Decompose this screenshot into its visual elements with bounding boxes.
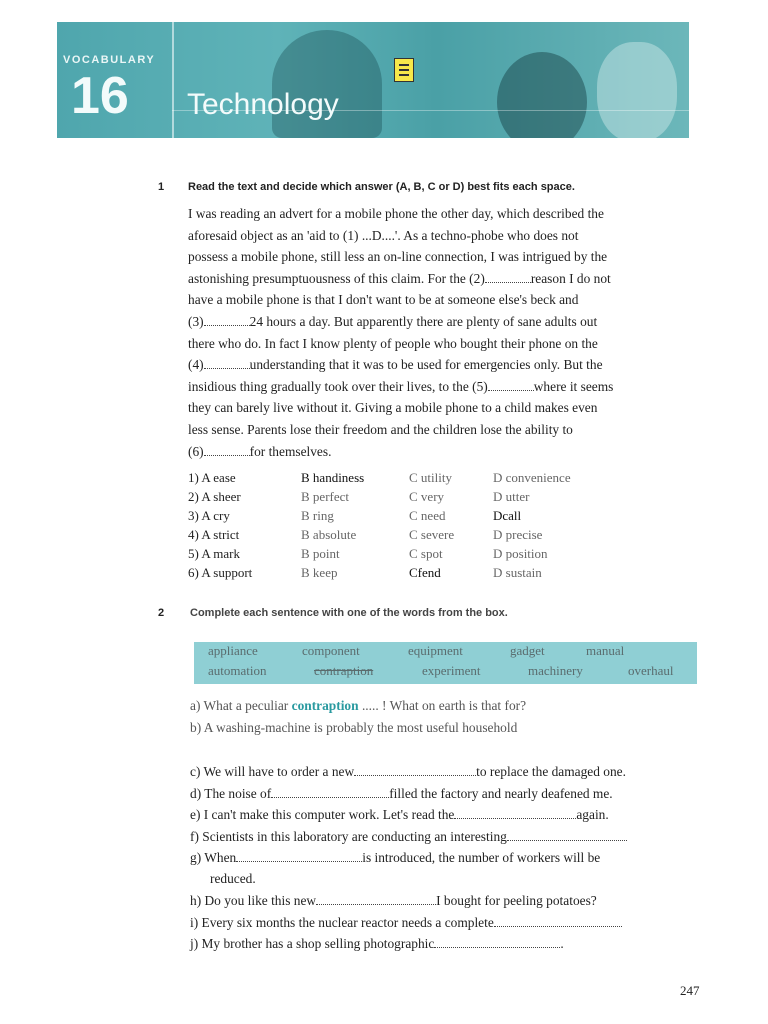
page-number: 247 (680, 983, 700, 998)
passage (188, 203, 688, 462)
gap-blank (485, 270, 531, 283)
banner-photo-figure (497, 52, 587, 138)
word-box-item-used: contraption (314, 663, 374, 678)
unit-banner (57, 22, 689, 138)
answer-blank[interactable] (434, 935, 560, 948)
passage-line: I was reading an advert for a mobile phone the other day, which described the (188, 206, 604, 221)
passage-line: aforesaid object as an 'aid to (1) ...D....'. As a techno-phobe who does not (188, 227, 579, 243)
example-answer: contraption (291, 698, 359, 713)
option-d[interactable]: D utter (493, 489, 530, 504)
option-b[interactable]: B perfect (301, 489, 350, 504)
sentence-f: f) Scientists in this laboratory are conducting an interesting (190, 828, 627, 845)
passage-line: (4) understanding that it was to be used for emergencies only. But the (188, 357, 603, 373)
answer-blank[interactable] (507, 828, 627, 841)
option-a[interactable]: 6) A support (188, 565, 253, 580)
note-icon[interactable] (394, 58, 414, 82)
option-b[interactable]: B ring (301, 508, 334, 523)
option-c[interactable]: C spot (409, 546, 443, 561)
passage-line: there who do. In fact I know plenty of people who bought their phone on the (188, 335, 598, 351)
word-box-item: machinery (528, 663, 583, 678)
option-d[interactable]: Dcall (493, 508, 522, 523)
word-box-item: overhaul (628, 663, 674, 678)
passage-line: insidious thing gradually took over their lives, to the (5) where it seems (188, 378, 614, 394)
sentence-a: a) What a peculiar contraption ..... ! What on earth is that for? (190, 698, 527, 713)
passage-line: (3) 24 hours a day. But apparently there are plenty of sane adults out (188, 313, 598, 329)
passage-line: astonishing presumptuousness of this claim. For the (2) reason I do not (188, 270, 611, 286)
banner-divider (172, 22, 174, 138)
answer-blank[interactable] (271, 785, 389, 798)
unit-number: 16 (71, 67, 129, 125)
answer-blank[interactable] (494, 914, 622, 927)
word-box-item: automation (208, 663, 267, 678)
answer-blank[interactable] (236, 849, 362, 862)
option-d[interactable]: D sustain (493, 565, 542, 580)
exercise-instruction: Complete each sentence with one of the words from the box. (190, 607, 508, 619)
sentence-g-continued: reduced. (210, 871, 256, 886)
option-a[interactable]: 4) A strict (188, 527, 240, 542)
option-c[interactable]: C utility (409, 470, 452, 485)
banner-photo-figure (597, 42, 677, 138)
option-b[interactable]: B handiness (301, 470, 365, 485)
gap-blank (204, 313, 250, 326)
passage-line: less sense. Parents lose their freedom and the children lose the ability to (188, 421, 573, 437)
answer-blank[interactable] (354, 763, 476, 776)
word-box (194, 642, 697, 684)
sentence-c: c) We will have to order a new to replace the damaged one. (190, 764, 626, 779)
answer-blank[interactable] (454, 806, 576, 819)
option-a[interactable]: 2) A sheer (188, 489, 241, 504)
sentence-g: g) When is introduced, the number of workers will be (190, 850, 601, 865)
sentence-b: b) A washing-machine is probably the most useful household (190, 720, 518, 735)
option-c[interactable]: C severe (409, 527, 455, 542)
sentence-j: j) My brother has a shop selling photographic . (190, 936, 564, 951)
word-box-item: manual (586, 643, 625, 658)
option-c[interactable]: C very (409, 489, 445, 504)
option-d[interactable]: D position (493, 546, 548, 561)
exercise-instruction: Read the text and decide which answer (A, B, C or D) best fits each space. (188, 181, 575, 193)
answer-blank[interactable] (316, 892, 436, 905)
option-d[interactable]: D convenience (493, 470, 571, 485)
word-box-item: component (302, 643, 360, 658)
word-box-item: gadget (510, 643, 545, 658)
word-box-item: equipment (408, 643, 463, 658)
option-b[interactable]: B keep (301, 565, 338, 580)
option-c[interactable]: Cfend (409, 565, 441, 580)
passage-line: possess a mobile phone, still less an on-line connection, I was intrigued by the (188, 249, 608, 265)
sentence-d: d) The noise of filled the factory and nearly deafened me. (190, 786, 613, 801)
gap-blank (204, 356, 250, 369)
banner-label: VOCABULARY (63, 54, 156, 66)
word-box-item: experiment (422, 663, 481, 678)
option-a[interactable]: 3) A cry (188, 508, 230, 523)
option-c[interactable]: C need (409, 508, 446, 523)
option-d[interactable]: D precise (493, 527, 543, 542)
word-box-item: appliance (208, 643, 258, 658)
option-b[interactable]: B absolute (301, 527, 357, 542)
option-a[interactable]: 1) A ease (188, 470, 236, 485)
passage-line: they can barely live without it. Giving a mobile phone to a child makes even (188, 400, 598, 416)
sentence-e: e) I can't make this computer work. Let's read the again. (190, 807, 609, 822)
exercise-number: 2 (158, 607, 165, 619)
gap-blank (204, 443, 250, 456)
sentence-h: h) Do you like this new I bought for peeling potatoes? (190, 893, 597, 908)
option-a[interactable]: 5) A mark (188, 546, 240, 561)
gap-blank (488, 378, 534, 391)
sentence-i: i) Every six months the nuclear reactor needs a complete (190, 914, 622, 931)
passage-line: (6) for themselves. (188, 443, 332, 459)
unit-title: Technology (187, 88, 339, 121)
option-b[interactable]: B point (301, 546, 340, 561)
passage-line: have a mobile phone is that I don't want to be at someone else's beck and (188, 292, 579, 308)
exercise-number: 1 (158, 181, 165, 193)
